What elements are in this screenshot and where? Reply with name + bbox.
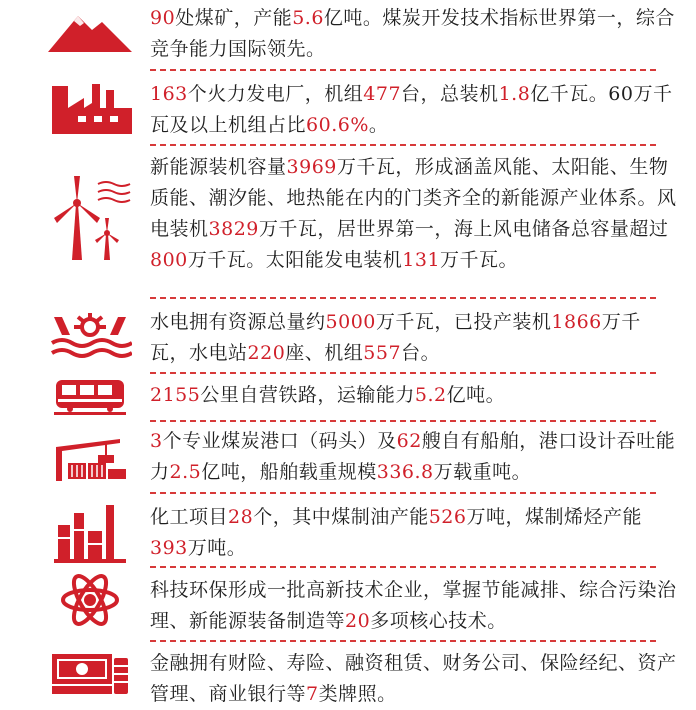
divider	[150, 492, 656, 494]
item-text: 亿吨。	[446, 384, 506, 406]
item-text: 万千瓦，形成涵盖风能、太阳能、生物质能、潮汐能、地热能在内的门类齐全的新能源产业体系。风电装机	[150, 156, 677, 240]
item-text: 艘自有船舶，港口设计吞吐能力	[150, 430, 676, 483]
thermal-power-plant-icon	[40, 76, 140, 136]
divider	[150, 69, 656, 71]
train-icon	[40, 374, 140, 418]
stat-number: 3	[150, 430, 163, 452]
item-text: 万吨。	[187, 537, 247, 559]
stat-number: 336.8	[376, 461, 434, 483]
stat-number: 62	[396, 430, 422, 452]
stat-number: 2.5	[169, 461, 202, 483]
stat-number: 131	[402, 249, 441, 271]
hydropower-icon	[40, 312, 140, 364]
stat-number: 5.2	[414, 384, 447, 406]
stat-number: 1866	[551, 311, 602, 333]
item-text: 60万千瓦及以上机组占比	[150, 83, 673, 136]
stat-number: 2155	[150, 384, 201, 406]
atom-icon	[40, 570, 140, 630]
stat-number: 5000	[325, 311, 376, 333]
stat-number: 1.8	[498, 83, 531, 105]
item-text: 万千瓦，居世界第一，海上风电储备总容量超过	[258, 218, 669, 240]
divider	[150, 372, 656, 374]
money-icon	[40, 646, 140, 698]
item-text: 水电拥有资源总量约	[150, 311, 326, 333]
stat-number: 800	[150, 249, 188, 271]
item-text: 万千瓦，水电站	[150, 311, 641, 364]
item-text: 多项核心技术。	[370, 610, 507, 632]
item-text: 公里自营铁路，运输能力	[200, 384, 415, 406]
stat-number: 20	[345, 610, 371, 632]
item-text: 新能源装机容量	[150, 156, 287, 178]
divider	[150, 420, 656, 422]
stat-number: 5.6	[292, 7, 324, 29]
stat-number: 3829	[208, 218, 259, 240]
item-text: 万千瓦。太阳能发电装机	[187, 249, 403, 271]
item-text: 化工项目	[150, 506, 229, 528]
item-text: 亿千瓦。	[530, 83, 609, 105]
stat-number: 526	[428, 506, 467, 528]
item-text: 万载重吨。	[433, 461, 532, 483]
stat-number: 477	[363, 83, 402, 105]
stat-number: 220	[247, 342, 286, 364]
stat-number: 557	[363, 342, 402, 364]
item-text: 亿吨，船舶载重规模	[201, 461, 377, 483]
chemical-plant-icon	[40, 502, 140, 564]
item-new-energy	[150, 152, 678, 276]
stat-number: 3969	[286, 156, 337, 178]
item-text: 座、机组	[285, 342, 364, 364]
port-crane-icon	[40, 432, 140, 482]
item-thermal-power	[150, 79, 678, 141]
item-text: 亿吨。煤炭开发技术指标世界第一，综合竞争能力国际领先。	[150, 7, 675, 60]
item-text: 个专业煤炭港口（码头）及	[162, 430, 397, 452]
item-text: 台，总装机	[401, 83, 499, 105]
item-chemical	[150, 502, 678, 564]
stat-number: 60.6%	[306, 114, 369, 136]
stat-number: 90	[150, 7, 176, 29]
item-text: 个火力发电厂，机组	[187, 83, 364, 105]
item-text: 台。	[401, 342, 441, 364]
item-text: 科技环保形成一批高新技术企业，掌握节能减排、综合污染治理、新能源装备制造等	[150, 579, 677, 632]
item-text: 。	[368, 114, 389, 136]
stat-number: 393	[150, 537, 188, 559]
stat-number: 7	[306, 683, 319, 705]
item-text: 万吨，煤制烯烃产能	[466, 506, 642, 528]
item-port	[150, 426, 678, 488]
coal-mountain-icon	[40, 8, 140, 58]
item-technology	[150, 575, 678, 637]
divider	[150, 144, 656, 146]
item-hydropower	[150, 307, 678, 369]
item-railway	[150, 380, 678, 411]
wind-turbine-icon	[40, 172, 140, 262]
item-text: 处煤矿，产能	[175, 7, 293, 29]
divider	[150, 566, 656, 568]
item-finance	[150, 648, 678, 710]
item-text: 万千瓦。	[440, 249, 519, 271]
divider	[150, 640, 656, 642]
stat-number: 28	[228, 506, 254, 528]
item-text: 金融拥有财险、寿险、融资租赁、财务公司、保险经纪、资产管理、商业银行等	[150, 652, 677, 705]
stat-number: 163	[150, 83, 188, 105]
item-text: 个，其中煤制油产能	[253, 506, 429, 528]
item-text: 万千瓦，已投产装机	[375, 311, 552, 333]
item-text: 类牌照。	[318, 683, 397, 705]
divider	[150, 297, 656, 299]
item-coal	[150, 3, 678, 65]
